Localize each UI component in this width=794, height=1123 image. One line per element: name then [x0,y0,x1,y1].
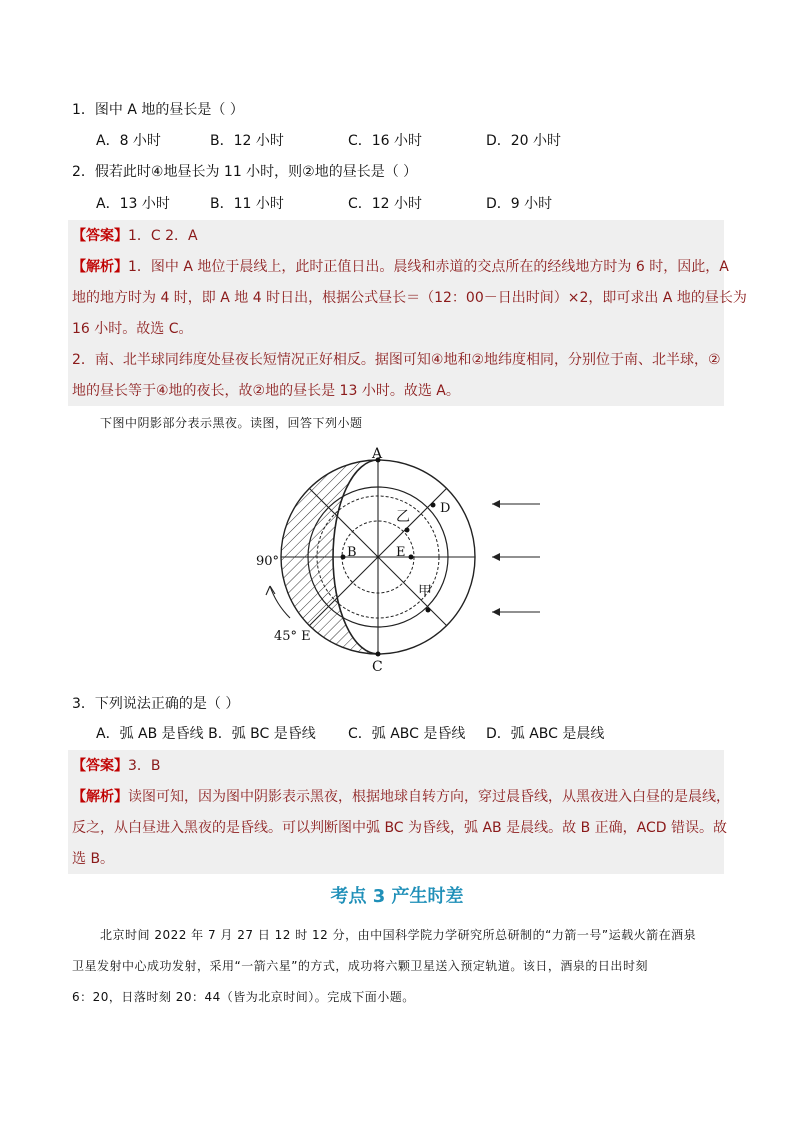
label-b: B [347,545,357,560]
point-d [431,503,436,508]
analysis-1-line-4: 2．南、北半球同纬度处昼夜长短情况正好相反。据图可知④地和②地纬度相同，分别位于南、北半球，② [72,352,721,368]
point-b [341,555,346,560]
label-d: D [440,501,451,516]
analysis-3-text-1: 读图可知，因为图中阴影表示黑夜，根据地球自转方向，穿过晨昏线，从黑夜进入白昼的是晨线， [128,789,730,805]
answer-3-line [72,756,161,776]
label-yi: 乙 [396,509,410,525]
section-heading: 考点 3 产生时差 [330,886,464,907]
sunlight-arrowhead-middle [492,553,500,561]
q1-option-d[interactable]: D．20 小时 [486,133,562,149]
answer-1-text: 1．C 2．A [128,228,198,244]
analysis-1-line-1 [72,257,729,277]
q3-option-d[interactable]: D．弧 ABC 是晨线 [486,726,605,742]
analysis-tag: 【解析】 [72,789,128,805]
intro-3-line-2: 卫星发射中心成功发射，采用“一箭六星”的方式，成功将六颗卫星送入预定轨道。该日，酒泉的日出时刻 [72,959,648,973]
analysis-1-line-3: 16 小时。故选 C。 [72,321,193,337]
day-night-diagram [240,440,560,680]
q2-option-c[interactable]: C．12 小时 [348,196,423,212]
point-c [376,652,381,657]
question-3-stem: 3．下列说法正确的是（ ） [72,696,240,712]
label-45-degree-e: 45° E [274,629,311,644]
q1-option-a[interactable]: A．8 小时 [96,133,161,149]
q1-option-b[interactable]: B．12 小时 [210,133,284,149]
answer-box-1 [68,220,747,406]
diagonal-line-1 [344,489,446,523]
point-yi [405,528,410,533]
q1-option-c[interactable]: C．16 小时 [348,133,423,149]
analysis-1-line-5: 地的昼长等于④地的夜长，故②地的昼长是 13 小时。故选 A。 [72,383,460,399]
q2-option-d[interactable]: D．9 小时 [486,196,553,212]
question-1-stem: 1．图中 A 地的昼长是（ ） [72,102,244,118]
intro-3-line-1: 北京时间 2022 年 7 月 27 日 12 时 12 分，由中国科学院力学研究所总研制的“力箭一号”运载火箭在酒泉 [100,928,697,942]
q2-option-a[interactable]: A．13 小时 [96,196,170,212]
intro-3-line-3: 6：20，日落时刻 20：44（皆为北京时间）。完成下面小题。 [72,990,415,1004]
analysis-tag: 【解析】 [72,259,128,275]
answer-box-3 [68,750,730,874]
answer-tag: 【答案】 [72,758,128,774]
analysis-3-line-3: 选 B。 [72,851,115,867]
analysis-3-line-1 [72,787,730,807]
q3-option-ab[interactable]: A．弧 AB 是昏线 B．弧 BC 是昏线 [96,726,316,742]
label-c: C [372,659,383,675]
answer-3-text: 3．B [128,758,161,774]
sunlight-arrowhead-bottom [492,608,500,616]
point-jia [426,608,431,613]
question-2-stem: 2．假若此时④地昼长为 11 小时，则②地的昼长是（ ） [72,164,418,180]
analysis-1-line-2: 地的地方时为 4 时，即 A 地 4 时日出，根据公式昼长＝（12：00－日出时间）×2，即可求出 A 地的昼长为 [72,290,747,306]
figure-intro: 下图中阴影部分表示黑夜。读图，回答下列小题 [100,416,363,430]
answer-1-line [72,226,198,246]
point-e [409,555,414,560]
label-e: E [396,545,406,560]
label-90-degree: 90° [256,554,280,569]
sunlight-arrowhead-top [492,500,500,508]
answer-tag: 【答案】 [72,228,128,244]
label-jia: 甲 [418,584,432,600]
analysis-1-text-1: 1．图中 A 地位于晨线上，此时正值日出。晨线和赤道的交点所在的经线地方时为 6 时，因此，A [128,259,729,275]
rotation-arrowhead [266,586,275,595]
q3-option-c[interactable]: C．弧 ABC 是昏线 [348,726,466,742]
q2-option-b[interactable]: B．11 小时 [210,196,284,212]
analysis-3-line-2: 反之，从白昼进入黑夜的是昏线。可以判断图中弧 BC 为昏线，弧 AB 是晨线。故 B 正确，ACD 错误。故 [72,820,727,836]
label-a: A [372,446,383,462]
